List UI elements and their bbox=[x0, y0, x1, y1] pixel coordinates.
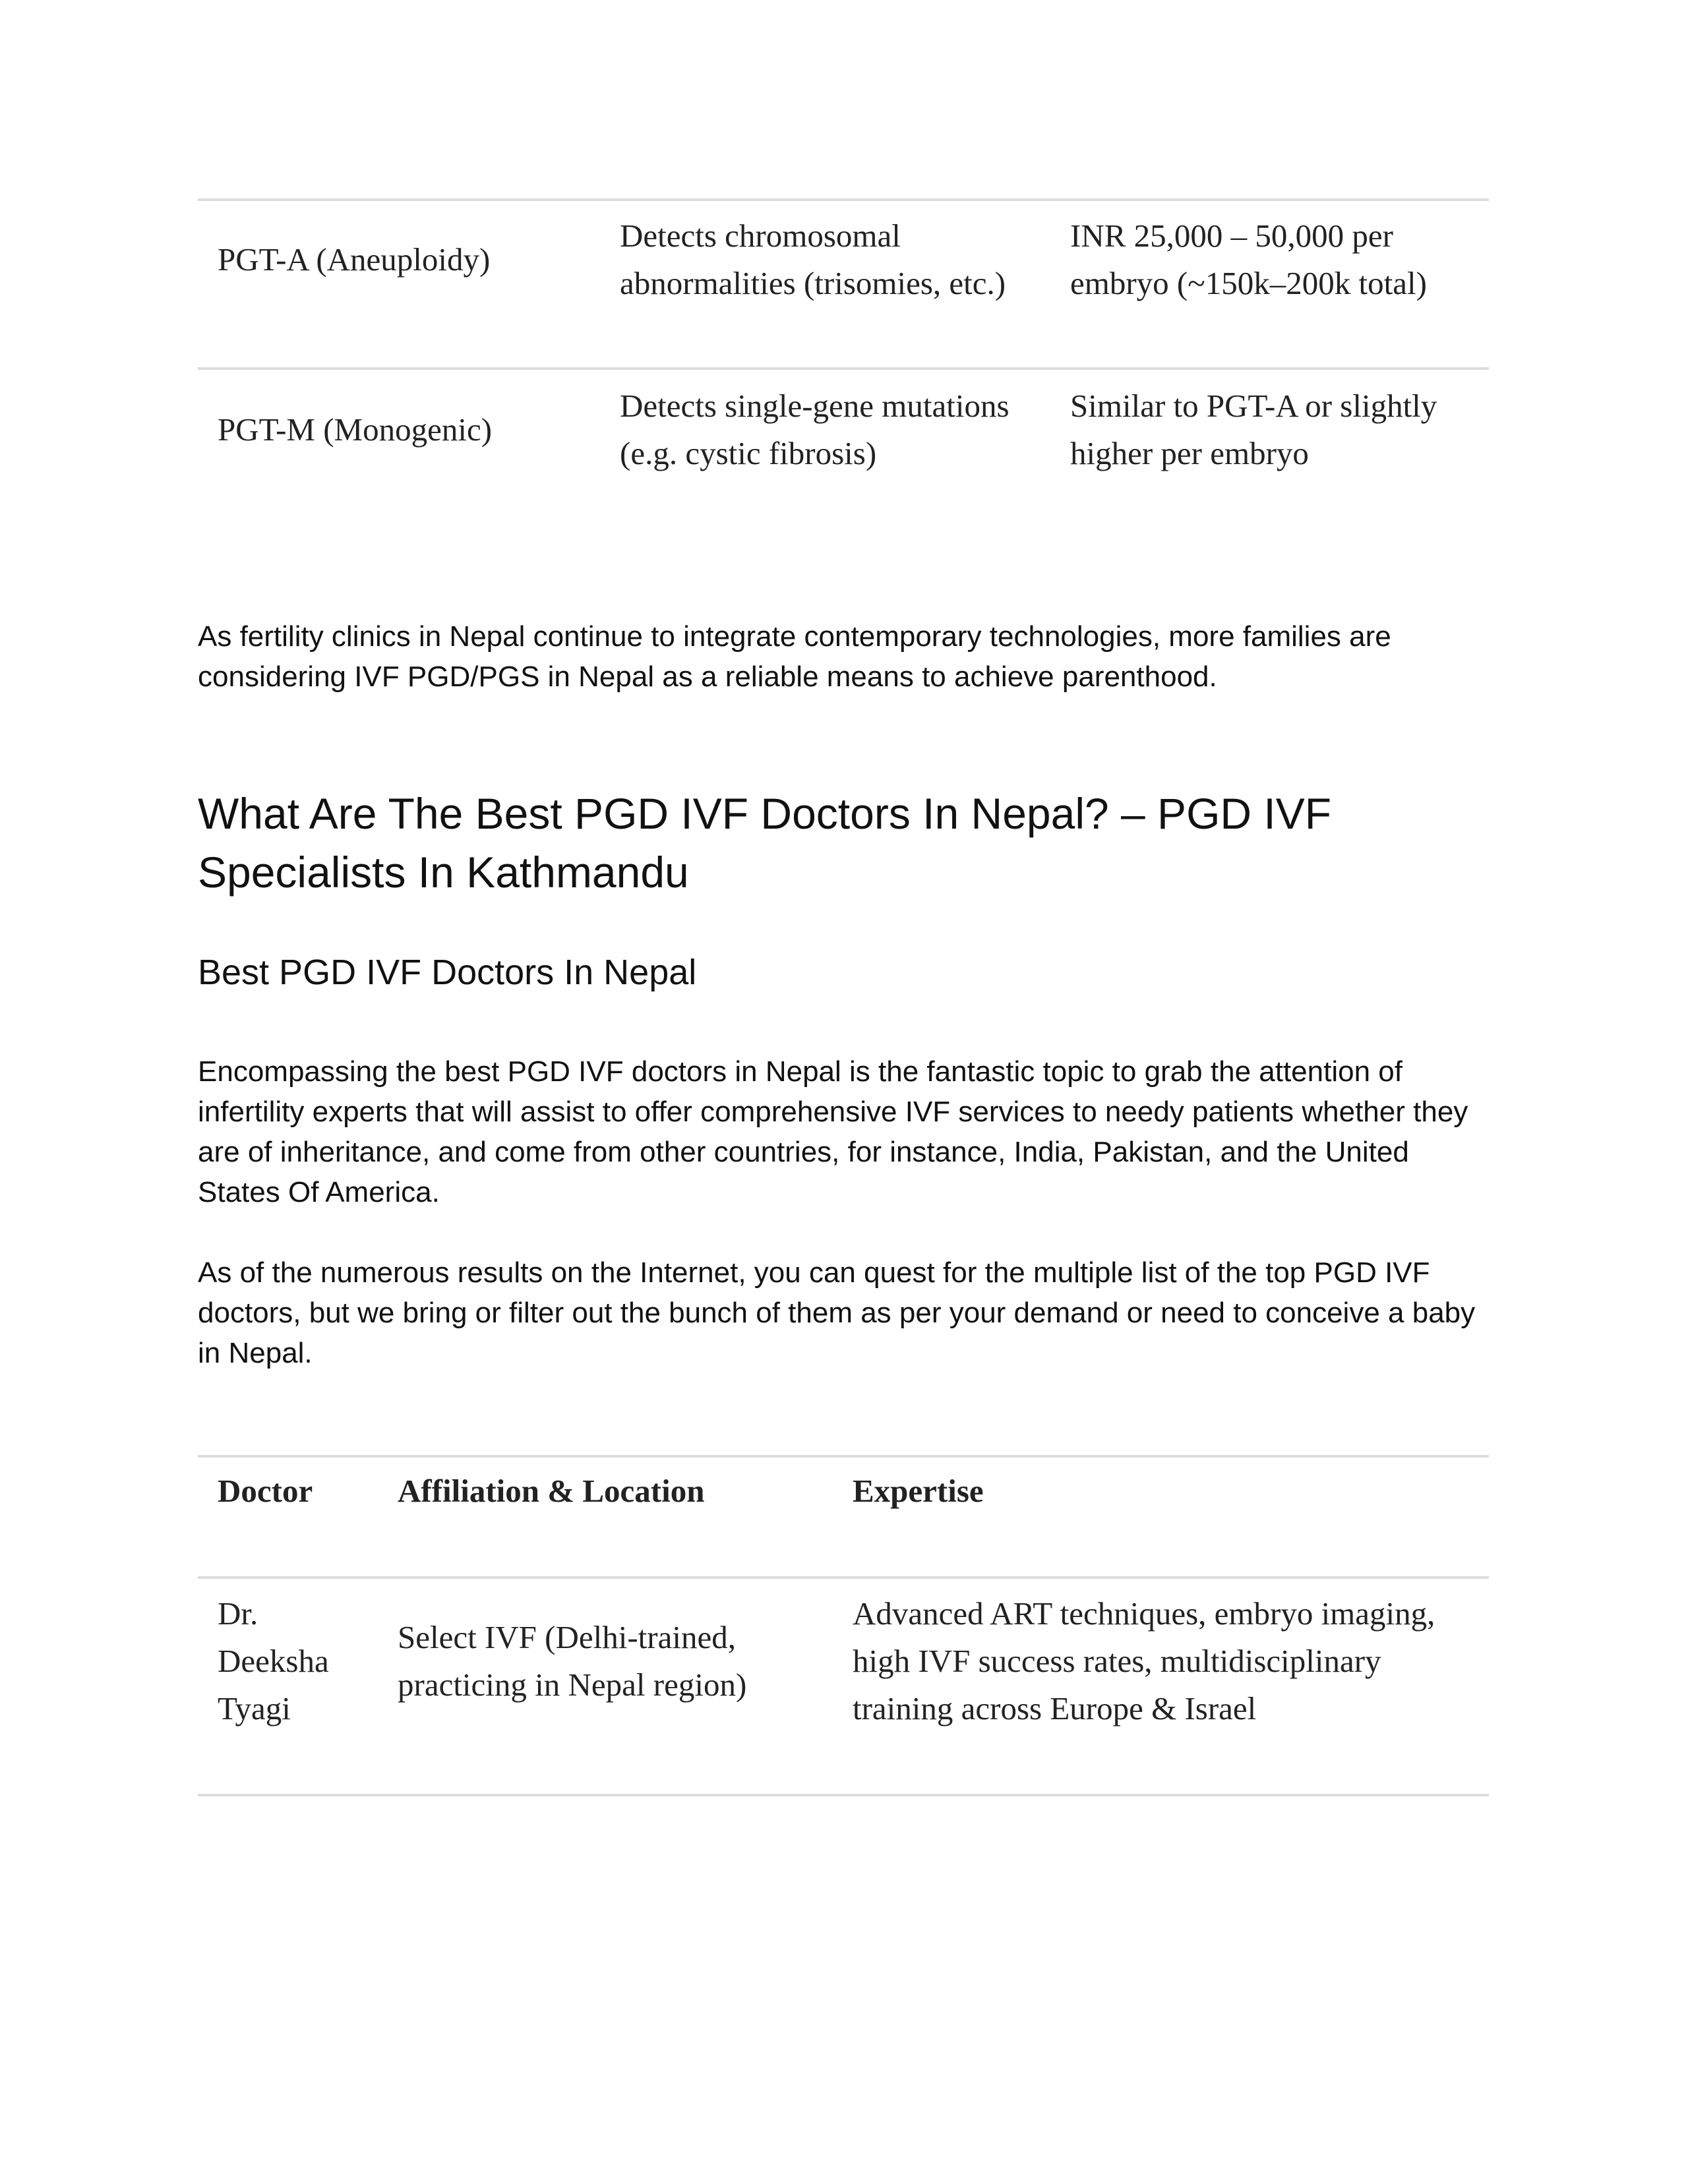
table-divider bbox=[198, 1455, 1489, 1458]
table-divider bbox=[198, 1794, 1489, 1796]
column-header-affiliation: Affiliation & Location bbox=[398, 1473, 705, 1509]
test-purpose: Detects single-gene mutations (e.g. cystic fibrosis) bbox=[620, 388, 1010, 471]
section-heading: Best PGD IVF Doctors In Nepal bbox=[198, 953, 697, 992]
test-cost: Similar to PGT-A or slightly higher per embryo bbox=[1070, 388, 1437, 471]
page-heading: What Are The Best PGD IVF Doctors In Nepal? – PGD IVF Specialists In Kathmandu bbox=[198, 789, 1332, 897]
body-paragraph: As of the numerous results on the Internet, you can quest for the multiple list of the top PGD IVF doctors, but we bring or filter out the bunch of them as per your demand or need to conceive a baby in Nepal. bbox=[198, 1256, 1476, 1369]
doctor-affiliation: Select IVF (Delhi-trained, practicing in Nepal region) bbox=[398, 1619, 747, 1703]
test-name: PGT-A (Aneuploidy) bbox=[218, 241, 491, 278]
column-header-expertise: Expertise bbox=[853, 1473, 984, 1509]
test-name: PGT-M (Monogenic) bbox=[218, 411, 493, 448]
body-paragraph: Encompassing the best PGD IVF doctors in Nepal is the fantastic topic to grab the attention of infertility experts that will assist to offer comprehensive IVF services to needy patients whether they are of inheritance, and come from other countries, for instance, India, Pakistan, and the United States Of America. bbox=[198, 1055, 1468, 1208]
table-divider bbox=[198, 198, 1489, 201]
table-divider bbox=[198, 367, 1489, 370]
column-header-doctor: Doctor bbox=[218, 1473, 313, 1509]
doctor-expertise: Advanced ART techniques, embryo imaging, high IVF success rates, multidisciplinary training across Europe & Israel bbox=[853, 1595, 1435, 1727]
table-divider bbox=[198, 1576, 1489, 1579]
doctor-name: Dr. Deeksha Tyagi bbox=[218, 1595, 329, 1727]
intro-paragraph: As fertility clinics in Nepal continue to integrate contemporary technologies, more families are considering IVF PGD/PGS in Nepal as a reliable means to achieve parenthood. bbox=[198, 620, 1391, 693]
test-cost: INR 25,000 – 50,000 per embryo (~150k–200k total) bbox=[1070, 218, 1427, 301]
test-purpose: Detects chromosomal abnormalities (trisomies, etc.) bbox=[620, 218, 1006, 301]
